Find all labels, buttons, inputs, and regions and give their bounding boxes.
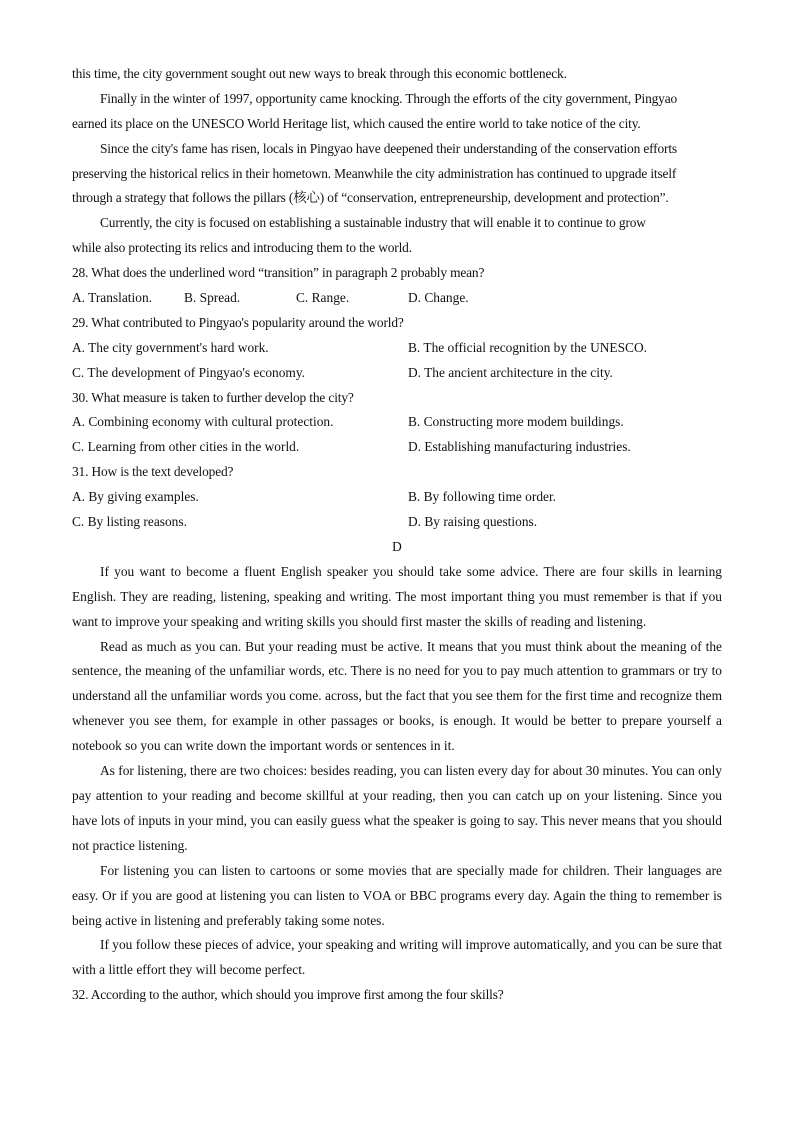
passage-c-paragraph-2-line-1: Finally in the winter of 1997, opportunity came knocking. Through the efforts of the city government, Pingyao [100, 90, 678, 106]
passage-c-paragraph-3-line-3: through a strategy that follows the pillars (核心) of “conservation, entrepreneurship, development and protection”. [72, 190, 669, 206]
question-31-option-d: D. By raising questions. [408, 514, 538, 530]
passage-c-paragraph-4-line-1: Currently, the city is focused on establishing a sustainable industry that will enable it to continue to grow [100, 215, 646, 231]
question-30-option-a: A. Combining economy with cultural protection. [72, 414, 334, 430]
question-29-option-b: B. The official recognition by the UNESCO. [408, 339, 648, 355]
question-29-option-a: A. The city government's hard work. [72, 339, 269, 355]
question-29-option-c: C. The development of Pingyao's economy. [72, 364, 305, 380]
question-28-option-b: B. Spread. [184, 290, 241, 306]
passage-d-paragraph-4: For listening you can listen to cartoons or some movies that are specially made for children. Their languages are easy. Or if you are good at listening you can listen to VOA or BBC programs every day. Again the thing to remember is being active in listening and preferably taking some notes. [72, 862, 722, 928]
question-30-option-c: C. Learning from other cities in the world. [72, 439, 300, 455]
passage-c-paragraph-3-line-1: Since the city's fame has risen, locals in Pingyao have deepened their understanding of the conservation efforts [100, 140, 677, 156]
passage-d-paragraph-1: If you want to become a fluent English speaker you should take some advice. There are four skills in learning English. They are reading, listening, speaking and writing. The most important thing you must remember is that if you want to improve your speaking and writing skills you should first master the skills of reading and listening. [72, 563, 722, 629]
passage-c-paragraph-3-line-2: preserving the historical relics in their hometown. Meanwhile the city administration has continued to upgrade itself [72, 165, 677, 181]
question-31-option-b: B. By following time order. [408, 489, 557, 505]
document-page [72, 62, 722, 1008]
passage-c-paragraph-4-line-2: while also protecting its relics and introducing them to the world. [72, 240, 412, 256]
question-30-option-b: B. Constructing more modem buildings. [408, 414, 624, 430]
passage-d-paragraph-3: As for listening, there are two choices: besides reading, you can listen every day for about 30 minutes. You can only pay attention to your reading and become skillful at your reading, then you can catch up on your listening. Since you have lots of inputs in your mind, you can easily guess what the speaker is going to say. This never means that you should not practice listening. [72, 763, 722, 853]
question-31-option-c: C. By listing reasons. [72, 514, 187, 530]
question-29-option-d: D. The ancient architecture in the city. [408, 364, 613, 380]
question-30-stem: 30. What measure is taken to further develop the city? [72, 389, 354, 405]
passage-d-paragraph-5: If you follow these pieces of advice, your speaking and writing will improve automatically, and you can be sure that with a little effort they will become perfect. [72, 937, 722, 978]
question-31-stem: 31. How is the text developed? [72, 464, 234, 480]
passage-d-paragraph-2: Read as much as you can. But your reading must be active. It means that you must think about the meaning of the sentence, the meaning of the unfamiliar words, etc. There is no need for you to pay much attention to grammars or try to understand all the unfamiliar words you come. across, but the fact that you see them for the first time and recognize them whenever you see them, for example in other passages or books, is enough. It would be better to prepare yourself a notebook so you can write down the important words or sentences in it. [72, 638, 722, 754]
passage-d-heading: D [392, 538, 402, 554]
passage-c-paragraph-2-line-2: earned its place on the UNESCO World Heritage list, which caused the entire world to take notice of the city. [72, 115, 641, 131]
question-30-option-d: D. Establishing manufacturing industries. [408, 439, 631, 455]
question-28-option-a: A. Translation. [72, 290, 152, 306]
question-29-stem: 29. What contributed to Pingyao's popularity around the world? [72, 314, 404, 330]
question-28-options [72, 286, 722, 311]
passage-c-paragraph-1-tail: this time, the city government sought out new ways to break through this economic bottleneck. [72, 66, 567, 81]
question-28-option-d: D. Change. [408, 290, 469, 306]
question-28-stem: 28. What does the underlined word “transition” in paragraph 2 probably mean? [72, 265, 485, 281]
question-31-options-row-1 [72, 485, 722, 510]
question-31-options-row-2 [72, 510, 722, 535]
question-28-option-c: C. Range. [296, 290, 350, 306]
question-30-options-row-2 [72, 435, 722, 460]
question-30-options-row-1 [72, 410, 722, 435]
question-29-options-row-1 [72, 336, 722, 361]
question-32-stem: 32. According to the author, which should you improve first among the four skills? [72, 987, 504, 1003]
question-29-options-row-2 [72, 361, 722, 386]
question-31-option-a: A. By giving examples. [72, 489, 199, 505]
